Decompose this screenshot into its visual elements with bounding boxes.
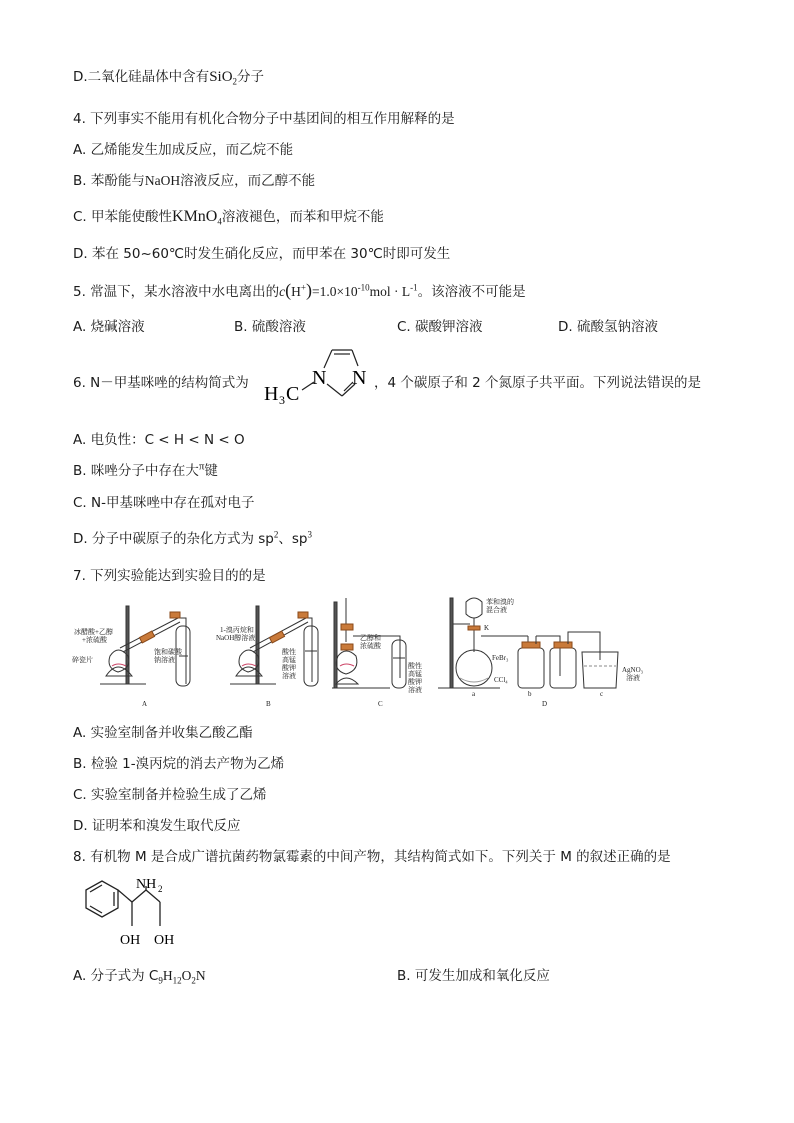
q4-stem: 4. 下列事实不能用有机化合物分子中基团间的相互作用解释的是: [73, 111, 455, 127]
q6-option-a: A. 电负性：C < H < N < O: [73, 432, 245, 448]
q7-option-c: C. 实验室制备并检验生成了乙烯: [73, 787, 267, 803]
svg-text:乙醇和: 乙醇和: [360, 634, 381, 642]
svg-text:苯和溴的: 苯和溴的: [486, 598, 514, 606]
svg-text:NaOH醇溶液: NaOH醇溶液: [216, 634, 256, 642]
q4-option-d: D. 苯在 50~60℃时发生硝化反应，而甲苯在 30℃时即可发生: [73, 246, 451, 262]
svg-text:+浓硫酸: +浓硫酸: [82, 636, 107, 644]
svg-text:CCl₄: CCl₄: [494, 676, 508, 684]
svg-text:溶液: 溶液: [282, 672, 296, 680]
svg-text:酸性: 酸性: [408, 662, 422, 670]
q5-option-c: C. 碳酸钾溶液: [397, 319, 483, 335]
q3-formula: SiO: [209, 69, 233, 85]
svg-text:C: C: [378, 700, 383, 708]
q5-option-a: A. 烧碱溶液: [73, 319, 145, 335]
svg-text:混合液: 混合液: [486, 606, 507, 614]
q5-stem: 5. 常温下，某水溶液中水电离出的$c(H^+)=1.0\times 10^{-10}mol \cdot L^{-1}$。该溶液不可能是: [73, 280, 526, 300]
svg-text:碎瓷片: 碎瓷片: [72, 656, 93, 664]
q8-option-a: A. 分子式为 $C_9H_{12}O_2N$: [73, 968, 206, 986]
svg-text:酸性: 酸性: [282, 648, 296, 656]
svg-text:AgNO₃: AgNO₃: [622, 666, 644, 674]
svg-text:b: b: [528, 690, 532, 698]
q7-stem: 7. 下列实验能达到实验目的的是: [73, 568, 266, 584]
svg-text:OH: OH: [120, 933, 141, 948]
svg-text:饱和碳酸: 饱和碳酸: [154, 648, 182, 656]
q8-stem: 8. 有机物 M 是合成广谱抗菌药物氯霉素的中间产物，其结构简式如下。下列关于 M 的叙述正确的是: [73, 849, 671, 865]
q3-option-d: D.二氧化硅晶体中含有SiO$_2$分子: [73, 69, 265, 87]
svg-text:酸钾: 酸钾: [282, 664, 296, 672]
svg-text:K: K: [484, 624, 490, 632]
q6-stem-post: ，4 个碳原子和 2 个氮原子共平面。下列说法错误的是: [374, 375, 702, 391]
svg-text:B: B: [266, 700, 271, 708]
q4-option-b: B. 苯酚能与NaOH溶液反应，而乙醇不能: [73, 173, 316, 189]
svg-text:a: a: [472, 690, 476, 698]
struct-h: H: [264, 383, 279, 405]
q6-option-c: C. N-甲基咪唑中存在孤对电子: [73, 495, 255, 511]
svg-text:高锰: 高锰: [282, 656, 296, 664]
svg-text:c: c: [600, 690, 604, 698]
q6-option-d: D. 分子中碳原子的杂化方式为 $sp^2$、$sp^3$: [73, 529, 312, 547]
svg-text:酸钾: 酸钾: [408, 678, 422, 686]
svg-text:C: C: [286, 383, 300, 405]
svg-text:D: D: [542, 700, 548, 708]
compound-m-structure: [70, 874, 190, 954]
svg-text:3: 3: [279, 393, 285, 407]
q3-option-d-text: D.二氧化硅晶体中含有: [73, 69, 210, 85]
q5-option-d: D. 硫酸氢钠溶液: [558, 319, 658, 335]
q5-option-b: B. 硫酸溶液: [234, 319, 306, 335]
q8-option-b: B. 可发生加成和氧化反应: [397, 968, 550, 984]
svg-text:钠溶液: 钠溶液: [154, 656, 175, 664]
q4-option-a: A. 乙烯能发生加成反应，而乙烷不能: [73, 142, 294, 158]
n-methylimidazole-structure: [262, 344, 372, 406]
svg-text:冰醋酸+乙醇: 冰醋酸+乙醇: [74, 628, 113, 636]
q7-option-b: B. 检验 1-溴丙烷的消去产物为乙烯: [73, 756, 285, 772]
q7-option-d: D. 证明苯和溴发生取代反应: [73, 818, 241, 834]
q7-option-a: A. 实验室制备并收集乙酸乙酯: [73, 725, 253, 741]
svg-text:浓硫酸: 浓硫酸: [360, 642, 381, 650]
svg-text:溶液: 溶液: [408, 686, 422, 694]
svg-text:NH: NH: [136, 877, 157, 892]
q4-option-c: C. 甲苯能使酸性KMnO$_4$溶液褪色，而苯和甲烷不能: [73, 208, 384, 227]
svg-text:A: A: [142, 700, 148, 708]
svg-text:FeBr₃: FeBr₃: [492, 654, 509, 662]
svg-text:OH: OH: [154, 933, 175, 948]
svg-text:高锰: 高锰: [408, 670, 422, 678]
svg-text:1-溴丙烷和: 1-溴丙烷和: [220, 626, 254, 634]
struct-n1: N: [312, 367, 327, 389]
struct-n2: N: [352, 367, 367, 389]
q6-option-b: B. 咪唑分子中存在大$^\pi$键: [73, 460, 218, 479]
q6-stem-pre: 6. N－甲基咪唑的结构简式为: [73, 375, 249, 391]
q7-apparatus-figure: [70, 596, 644, 712]
svg-text:溶液: 溶液: [626, 674, 640, 682]
svg-text:2: 2: [158, 884, 163, 894]
